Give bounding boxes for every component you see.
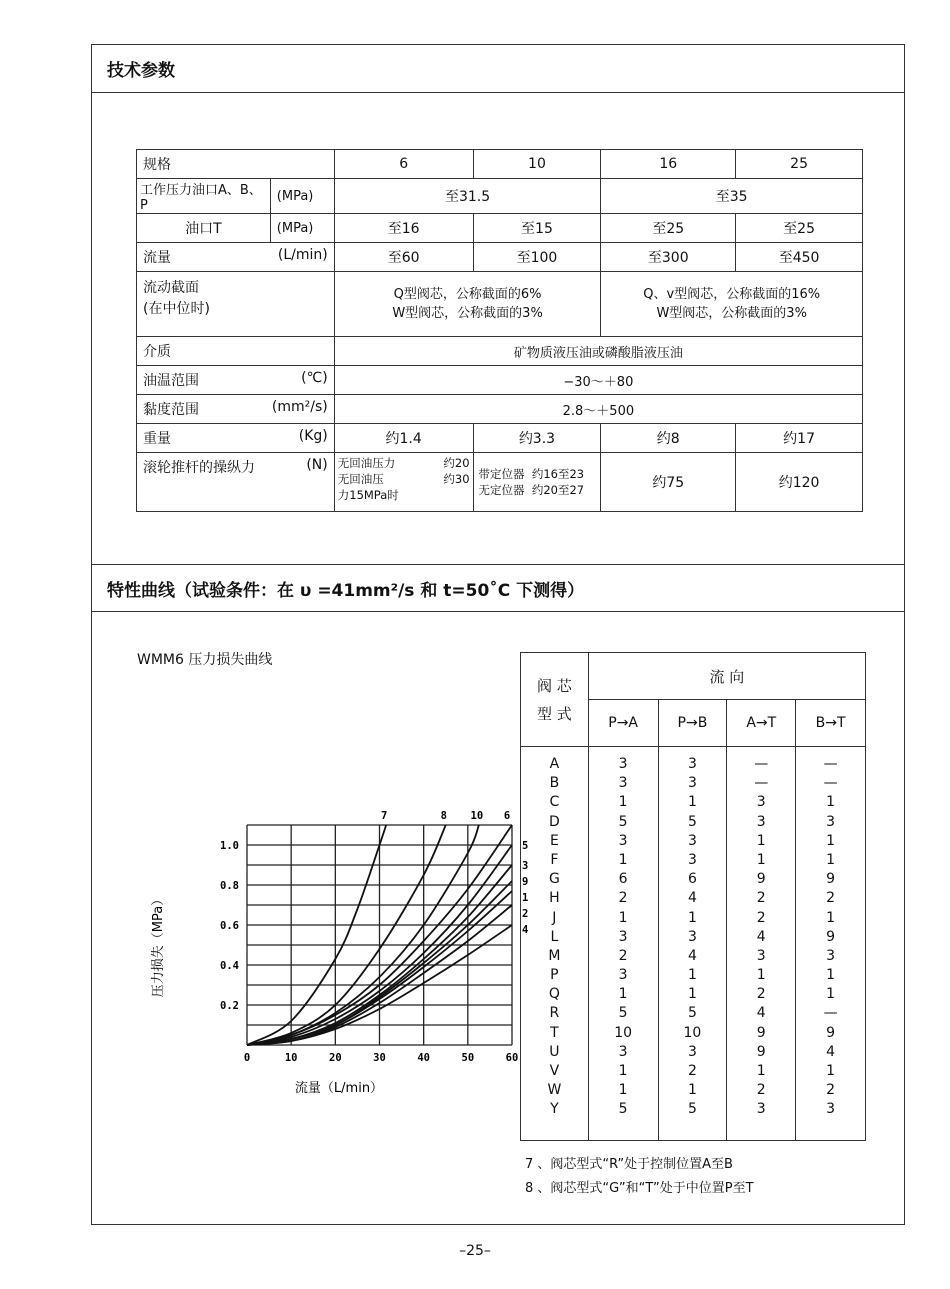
spec-row-flow <box>137 243 863 272</box>
force-6-name-1: 无回油压力 <box>337 456 396 470</box>
spec-row-viscosity <box>137 395 863 424</box>
curve-number: 2 <box>826 890 836 907</box>
curve-number: 1 <box>756 1063 766 1079</box>
viscosity-unit: (mm²/s) <box>271 399 328 415</box>
section-title-curves: 特性曲线（试验条件：在 υ =41mm²/s 和 t=50˚C 下测得） <box>92 564 904 612</box>
flow-label: 流量 <box>143 250 171 266</box>
curve-number: 4 <box>687 947 697 964</box>
curve-number: 3 <box>618 756 628 772</box>
spec-row-pressure-abp <box>137 179 863 214</box>
curve-number: 4 <box>756 928 766 945</box>
curve-number: 1 <box>618 794 628 811</box>
chart-x-label: 流量（L/min） <box>294 1081 384 1096</box>
force-6-name-2: 无回油压 <box>337 472 384 486</box>
flow-section-large-qv: Q、v型阀芯，公称截面的16% <box>643 287 821 302</box>
flow-6: 至60 <box>334 243 473 272</box>
spec-row-weight <box>137 424 863 453</box>
curve-number: — <box>823 775 838 792</box>
curve-label-7: 7 <box>380 810 388 822</box>
spec-row-temperature <box>137 366 863 395</box>
flow-16: 至300 <box>601 243 736 272</box>
curve-label-8: 8 <box>440 810 447 822</box>
pressure-abp-large: 至35 <box>601 179 863 214</box>
note-7: 7 、阀芯型式“R”处于控制位置A至B <box>525 1157 733 1172</box>
curve-number: 3 <box>687 756 697 772</box>
force-10-value-1: 约16至23 <box>531 467 585 481</box>
curve-number: 6 <box>687 871 697 888</box>
x-tick-label: 10 <box>284 1052 298 1064</box>
chart-y-label: 压力损失（MPa） <box>151 892 166 998</box>
curve-number: 3 <box>618 832 628 849</box>
curve-number: 1 <box>687 986 697 1003</box>
size-25: 25 <box>736 150 863 179</box>
section-title-tech-params: 技术参数 <box>92 45 904 93</box>
weight-25: 约17 <box>736 424 863 453</box>
curve-number: 4 <box>687 890 697 907</box>
spool-type: H <box>549 890 560 907</box>
pressure-t-25: 至25 <box>736 214 863 243</box>
curve-number: 5 <box>618 813 628 830</box>
spool-type: Q <box>548 986 560 1003</box>
curve-number: 1 <box>687 909 697 926</box>
spec-row-size <box>137 150 863 179</box>
curve-number: 3 <box>618 928 628 945</box>
pressure-t-label: 油口T <box>137 214 271 243</box>
curve-number: 9 <box>756 1043 766 1060</box>
curve-number: — <box>754 775 769 792</box>
force-10-name-2: 无定位器 <box>478 483 525 497</box>
spool-type: U <box>549 1043 560 1060</box>
curve-number: 3 <box>756 794 766 811</box>
page-number: –25– <box>459 1243 491 1259</box>
curve-number: 1 <box>826 832 836 849</box>
size-label: 规格 <box>137 150 335 179</box>
curve-number: 5 <box>687 1101 697 1118</box>
flow-10: 至100 <box>473 243 601 272</box>
spool-type: V <box>549 1063 560 1079</box>
spool-type: A <box>549 756 560 772</box>
weight-label: 重量 <box>143 431 171 447</box>
curve-number: 2 <box>618 890 628 907</box>
force-6-name-3: 力15MPa时 <box>337 488 399 502</box>
weight-unit: (Kg) <box>298 428 328 444</box>
y-tick-label: 0.2 <box>220 1000 239 1012</box>
curve-number: 3 <box>618 1043 628 1060</box>
force-25: 约120 <box>736 453 863 512</box>
x-tick-label: 40 <box>417 1052 430 1064</box>
curve-number: 3 <box>756 813 766 830</box>
size-16: 16 <box>601 150 736 179</box>
x-tick-label: 0 <box>243 1052 251 1064</box>
curve-label-4: 4 <box>522 924 529 936</box>
spool-type: Y <box>550 1101 559 1118</box>
spool-type: C <box>549 794 560 811</box>
curve-number: 1 <box>618 851 628 868</box>
curve-number: 2 <box>826 1082 836 1099</box>
spool-header-1: 阀 芯 <box>536 676 572 695</box>
pressure-abp-label: 工作压力油口A、B、P <box>137 179 271 214</box>
curve-label-1: 1 <box>522 892 529 904</box>
spec-row-medium <box>137 337 863 366</box>
curve-number: 3 <box>756 1101 766 1118</box>
curve-number: 3 <box>687 928 697 945</box>
viscosity-value: 2.8～＋500 <box>334 395 862 424</box>
curve-number: 9 <box>826 928 836 945</box>
medium-label: 介质 <box>137 337 335 366</box>
curve-number: 9 <box>756 1024 766 1041</box>
x-tick-label: 20 <box>329 1052 342 1064</box>
curve-number: 3 <box>618 967 628 984</box>
force-10-value-2: 约20至27 <box>531 483 585 497</box>
curve-label-6: 6 <box>503 810 511 822</box>
pressure-t-16: 至25 <box>601 214 736 243</box>
flow-section-small-w: W型阀芯，公称截面的3% <box>392 306 543 321</box>
spool-type: B <box>549 775 560 792</box>
pressure-abp-small: 至31.5 <box>334 179 601 214</box>
curve-number: 2 <box>687 1063 697 1079</box>
curve-number: 5 <box>618 1005 628 1022</box>
curve-number: 1 <box>826 909 836 926</box>
curve-number: 2 <box>756 1082 766 1099</box>
spec-row-pressure-t <box>137 214 863 243</box>
spool-type: W <box>547 1082 562 1099</box>
spool-type: M <box>548 947 561 964</box>
curve-number: 2 <box>756 986 766 1003</box>
spool-type: E <box>549 832 559 849</box>
pressure-t-unit: (MPa) <box>270 214 334 243</box>
chart-grid <box>247 825 512 1045</box>
curve-number: 3 <box>826 813 836 830</box>
pressure-abp-unit: (MPa) <box>270 179 334 214</box>
spool-type: F <box>550 851 559 868</box>
force-unit: (N) <box>306 457 328 473</box>
curve-label-10: 10 <box>470 810 484 822</box>
force-10-name-1: 带定位器 <box>478 467 525 481</box>
spool-header-2: 型 式 <box>536 704 572 723</box>
curve-label-3: 3 <box>522 860 529 872</box>
flow-section-label: 流动截面 <box>143 280 199 296</box>
size-6: 6 <box>334 150 473 179</box>
x-tick-label: 50 <box>461 1052 475 1064</box>
spool-type: P <box>550 967 559 984</box>
weight-10: 约3.3 <box>473 424 601 453</box>
spool-type: R <box>549 1005 560 1022</box>
curve-number: 1 <box>826 851 836 868</box>
x-tick-label: 30 <box>373 1052 386 1064</box>
curve-number: 10 <box>683 1024 702 1041</box>
flow-section-large-w: W型阀芯，公称截面的3% <box>656 306 807 321</box>
curve-number: 1 <box>618 1082 628 1099</box>
curve-number: 3 <box>756 947 766 964</box>
curve-number: 1 <box>618 909 628 926</box>
curve-number: 1 <box>618 1063 628 1079</box>
curve-number: 5 <box>618 1101 628 1118</box>
curve-number: 6 <box>618 871 628 888</box>
curve-number: 3 <box>687 832 697 849</box>
temp-unit: (℃) <box>301 370 328 386</box>
curve-number: 1 <box>826 1063 836 1079</box>
spool-type: D <box>548 813 560 830</box>
curve-number: 5 <box>687 1005 697 1022</box>
viscosity-label: 黏度范围 <box>143 402 199 418</box>
spec-table <box>136 149 863 512</box>
curve-number: 2 <box>618 947 628 964</box>
curve-number: 3 <box>618 775 628 792</box>
page-frame <box>91 44 905 1225</box>
curve-number: 3 <box>687 851 697 868</box>
curve-number: 1 <box>826 967 836 984</box>
curve-number: 9 <box>756 871 766 888</box>
spool-type: G <box>548 871 560 888</box>
spec-row-force <box>137 453 863 512</box>
curve-number: 3 <box>826 1101 836 1118</box>
direction-col-3: B→T <box>796 700 866 747</box>
curve-number: 1 <box>756 832 766 849</box>
curve-number: 1 <box>756 967 766 984</box>
curve-number: 3 <box>826 947 836 964</box>
spool-type: T <box>550 1024 559 1041</box>
curve-label-5: 5 <box>522 840 529 852</box>
curve-number: 3 <box>687 775 697 792</box>
spool-type: J <box>552 909 557 926</box>
pressure-loss-chart <box>142 800 529 1110</box>
curve-label-2: 2 <box>522 908 529 920</box>
size-10: 10 <box>473 150 601 179</box>
curve-number: 1 <box>687 794 697 811</box>
flow-direction-table <box>520 652 866 1141</box>
direction-header: 流 向 <box>588 653 865 700</box>
pressure-t-10: 至15 <box>473 214 601 243</box>
y-tick-label: 0.4 <box>220 960 239 972</box>
curve-number: 3 <box>687 1043 697 1060</box>
spec-row-flow-section <box>137 272 863 337</box>
direction-col-2: A→T <box>727 700 796 747</box>
curve-number: — <box>754 756 769 772</box>
note-8: 8 、阀芯型式“G”和“T”处于中位置P至T <box>525 1181 754 1196</box>
curve-number: 9 <box>826 1024 836 1041</box>
direction-col-0: P→A <box>588 700 658 747</box>
curve-number: 2 <box>756 909 766 926</box>
y-tick-label: 0.8 <box>220 880 239 892</box>
curve-number: 5 <box>687 813 697 830</box>
curve-number: 1 <box>687 1082 697 1099</box>
medium-value: 矿物质液压油或磷酸脂液压油 <box>334 337 862 366</box>
temp-label: 油温范围 <box>143 373 199 389</box>
curve-number: 2 <box>756 890 766 907</box>
weight-6: 约1.4 <box>334 424 473 453</box>
flow-unit: (L/min) <box>277 247 328 263</box>
force-6-value-1: 约20 <box>443 456 470 470</box>
spool-type: L <box>550 928 559 945</box>
force-6-value-2: 约30 <box>443 472 470 486</box>
weight-16: 约8 <box>601 424 736 453</box>
temp-value: −30～＋80 <box>334 366 862 395</box>
curve-number: 10 <box>614 1024 633 1041</box>
y-tick-label: 1.0 <box>220 840 239 852</box>
y-tick-label: 0.6 <box>220 920 239 932</box>
notes <box>525 1153 754 1201</box>
flow-section-sublabel: (在中位时) <box>143 301 210 317</box>
curve-number: 1 <box>618 986 628 1003</box>
curve-number: — <box>823 756 838 772</box>
pressure-t-6: 至16 <box>334 214 473 243</box>
curve-number: 4 <box>826 1043 836 1060</box>
curve-number: 9 <box>826 871 836 888</box>
direction-col-1: P→B <box>658 700 727 747</box>
chart-title: WMM6 压力损失曲线 <box>137 652 273 668</box>
curve-number: 1 <box>826 986 836 1003</box>
curve-number: 1 <box>687 967 697 984</box>
x-tick-label: 60 <box>505 1052 519 1064</box>
flow-25: 至450 <box>736 243 863 272</box>
flow-section-small-q: Q型阀芯，公称截面的6% <box>393 287 542 302</box>
force-label: 滚轮推杆的操纵力 <box>143 460 255 476</box>
curve-number: — <box>823 1005 838 1022</box>
curve-number: 1 <box>826 794 836 811</box>
force-16: 约75 <box>601 453 736 512</box>
curve-number: 4 <box>756 1005 766 1022</box>
curve-number: 1 <box>756 851 766 868</box>
curve-label-9: 9 <box>522 876 529 888</box>
